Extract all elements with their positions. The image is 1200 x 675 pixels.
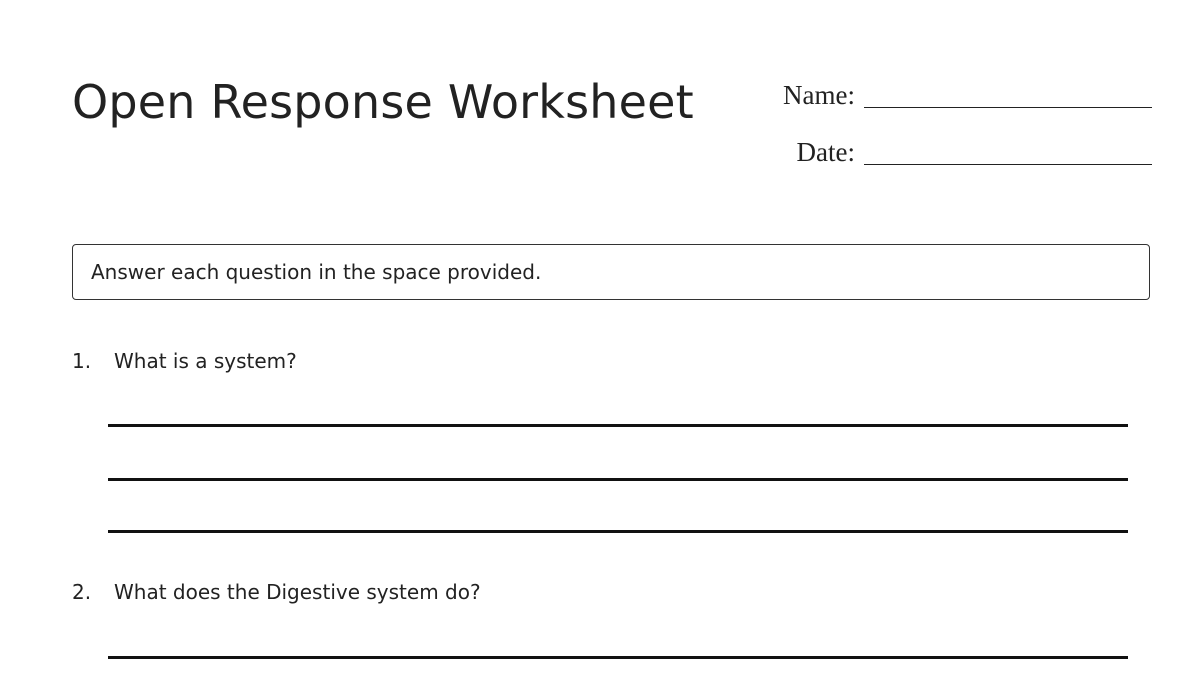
date-field-line[interactable] — [864, 164, 1152, 165]
question-2 — [72, 579, 481, 605]
worksheet-title: Open Response Worksheet — [72, 75, 694, 129]
instructions-text: Answer each question in the space provided. — [91, 260, 542, 284]
question-number: 1. — [72, 349, 92, 373]
name-field-line[interactable] — [864, 107, 1152, 108]
name-label: Name: — [783, 80, 855, 110]
date-row — [797, 135, 1152, 169]
name-row — [783, 78, 1152, 112]
answer-line-1-1[interactable] — [108, 424, 1128, 427]
answer-line-2-1[interactable] — [108, 656, 1128, 659]
question-text: What does the Digestive system do? — [114, 580, 481, 604]
question-number: 2. — [72, 580, 92, 604]
answer-line-1-3[interactable] — [108, 530, 1128, 533]
answer-line-1-2[interactable] — [108, 478, 1128, 481]
question-text: What is a system? — [114, 349, 297, 373]
instructions-box — [72, 244, 1150, 300]
date-label: Date: — [796, 137, 855, 167]
question-1 — [72, 348, 297, 374]
